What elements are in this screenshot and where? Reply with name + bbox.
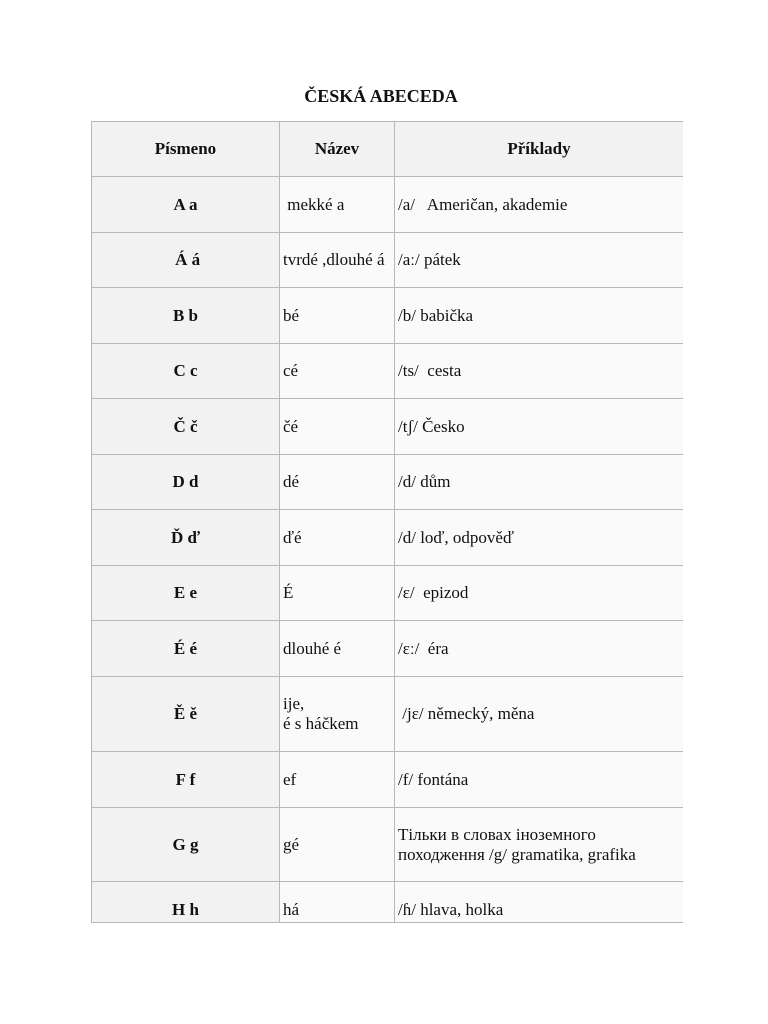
example-cell: /ɦ/ hlava, holka [395,882,684,924]
name-cell: ďé [280,510,395,566]
table-row [92,677,684,752]
example-cell: /ɛ/ epizod [395,566,684,621]
header-name: Název [280,122,395,177]
alphabet-table [91,121,683,923]
name-cell: ef [280,752,395,808]
name-cell: ije, é s háčkem [280,677,395,752]
table-row [92,344,684,399]
name-cell: há [280,882,395,924]
letter-cell: B b [92,288,280,344]
example-cell: /jɛ/ německý, měna [395,677,684,752]
letter-cell: F f [92,752,280,808]
name-cell: tvrdé ,dlouhé á [280,233,395,288]
table-row [92,566,684,621]
name-cell: cé [280,344,395,399]
table-row [92,808,684,882]
letter-cell: Á á [92,233,280,288]
letter-cell: Ě ě [92,677,280,752]
table-row [92,882,684,924]
name-cell: dé [280,455,395,510]
example-cell: /ɛː/ éra [395,621,684,677]
name-cell: mekké a [280,177,395,233]
name-cell: dlouhé é [280,621,395,677]
table-row [92,455,684,510]
letter-cell: C c [92,344,280,399]
table-row [92,510,684,566]
table-row [92,752,684,808]
table-row [92,177,684,233]
header-letter: Písmeno [92,122,280,177]
name-cell: gé [280,808,395,882]
table-row [92,621,684,677]
table-row [92,399,684,455]
example-cell: /a/ Američan, akademie [395,177,684,233]
example-cell: /d/ dům [395,455,684,510]
letter-cell: D d [92,455,280,510]
letter-cell: Ď ď [92,510,280,566]
letter-cell: É é [92,621,280,677]
header-examples: Příklady [395,122,684,177]
letter-cell: Č č [92,399,280,455]
example-cell: /aː/ pátek [395,233,684,288]
example-cell: Тільки в словах іноземного походження /g/ gramatika, grafika [395,808,684,882]
table-header-row [92,122,684,177]
table-row [92,233,684,288]
example-cell: /f/ fontána [395,752,684,808]
letter-cell: H h [92,882,280,924]
name-cell: É [280,566,395,621]
name-cell: bé [280,288,395,344]
name-cell: čé [280,399,395,455]
example-cell: /tʃ/ Česko [395,399,684,455]
alphabet-table-container [91,121,683,923]
letter-cell: A a [92,177,280,233]
example-cell: /b/ babička [395,288,684,344]
letter-cell: G g [92,808,280,882]
example-cell: /d/ loď, odpověď [395,510,684,566]
table-row [92,288,684,344]
example-cell: /ts/ cesta [395,344,684,399]
letter-cell: E e [92,566,280,621]
document-title: ČESKÁ ABECEDA [304,86,458,106]
